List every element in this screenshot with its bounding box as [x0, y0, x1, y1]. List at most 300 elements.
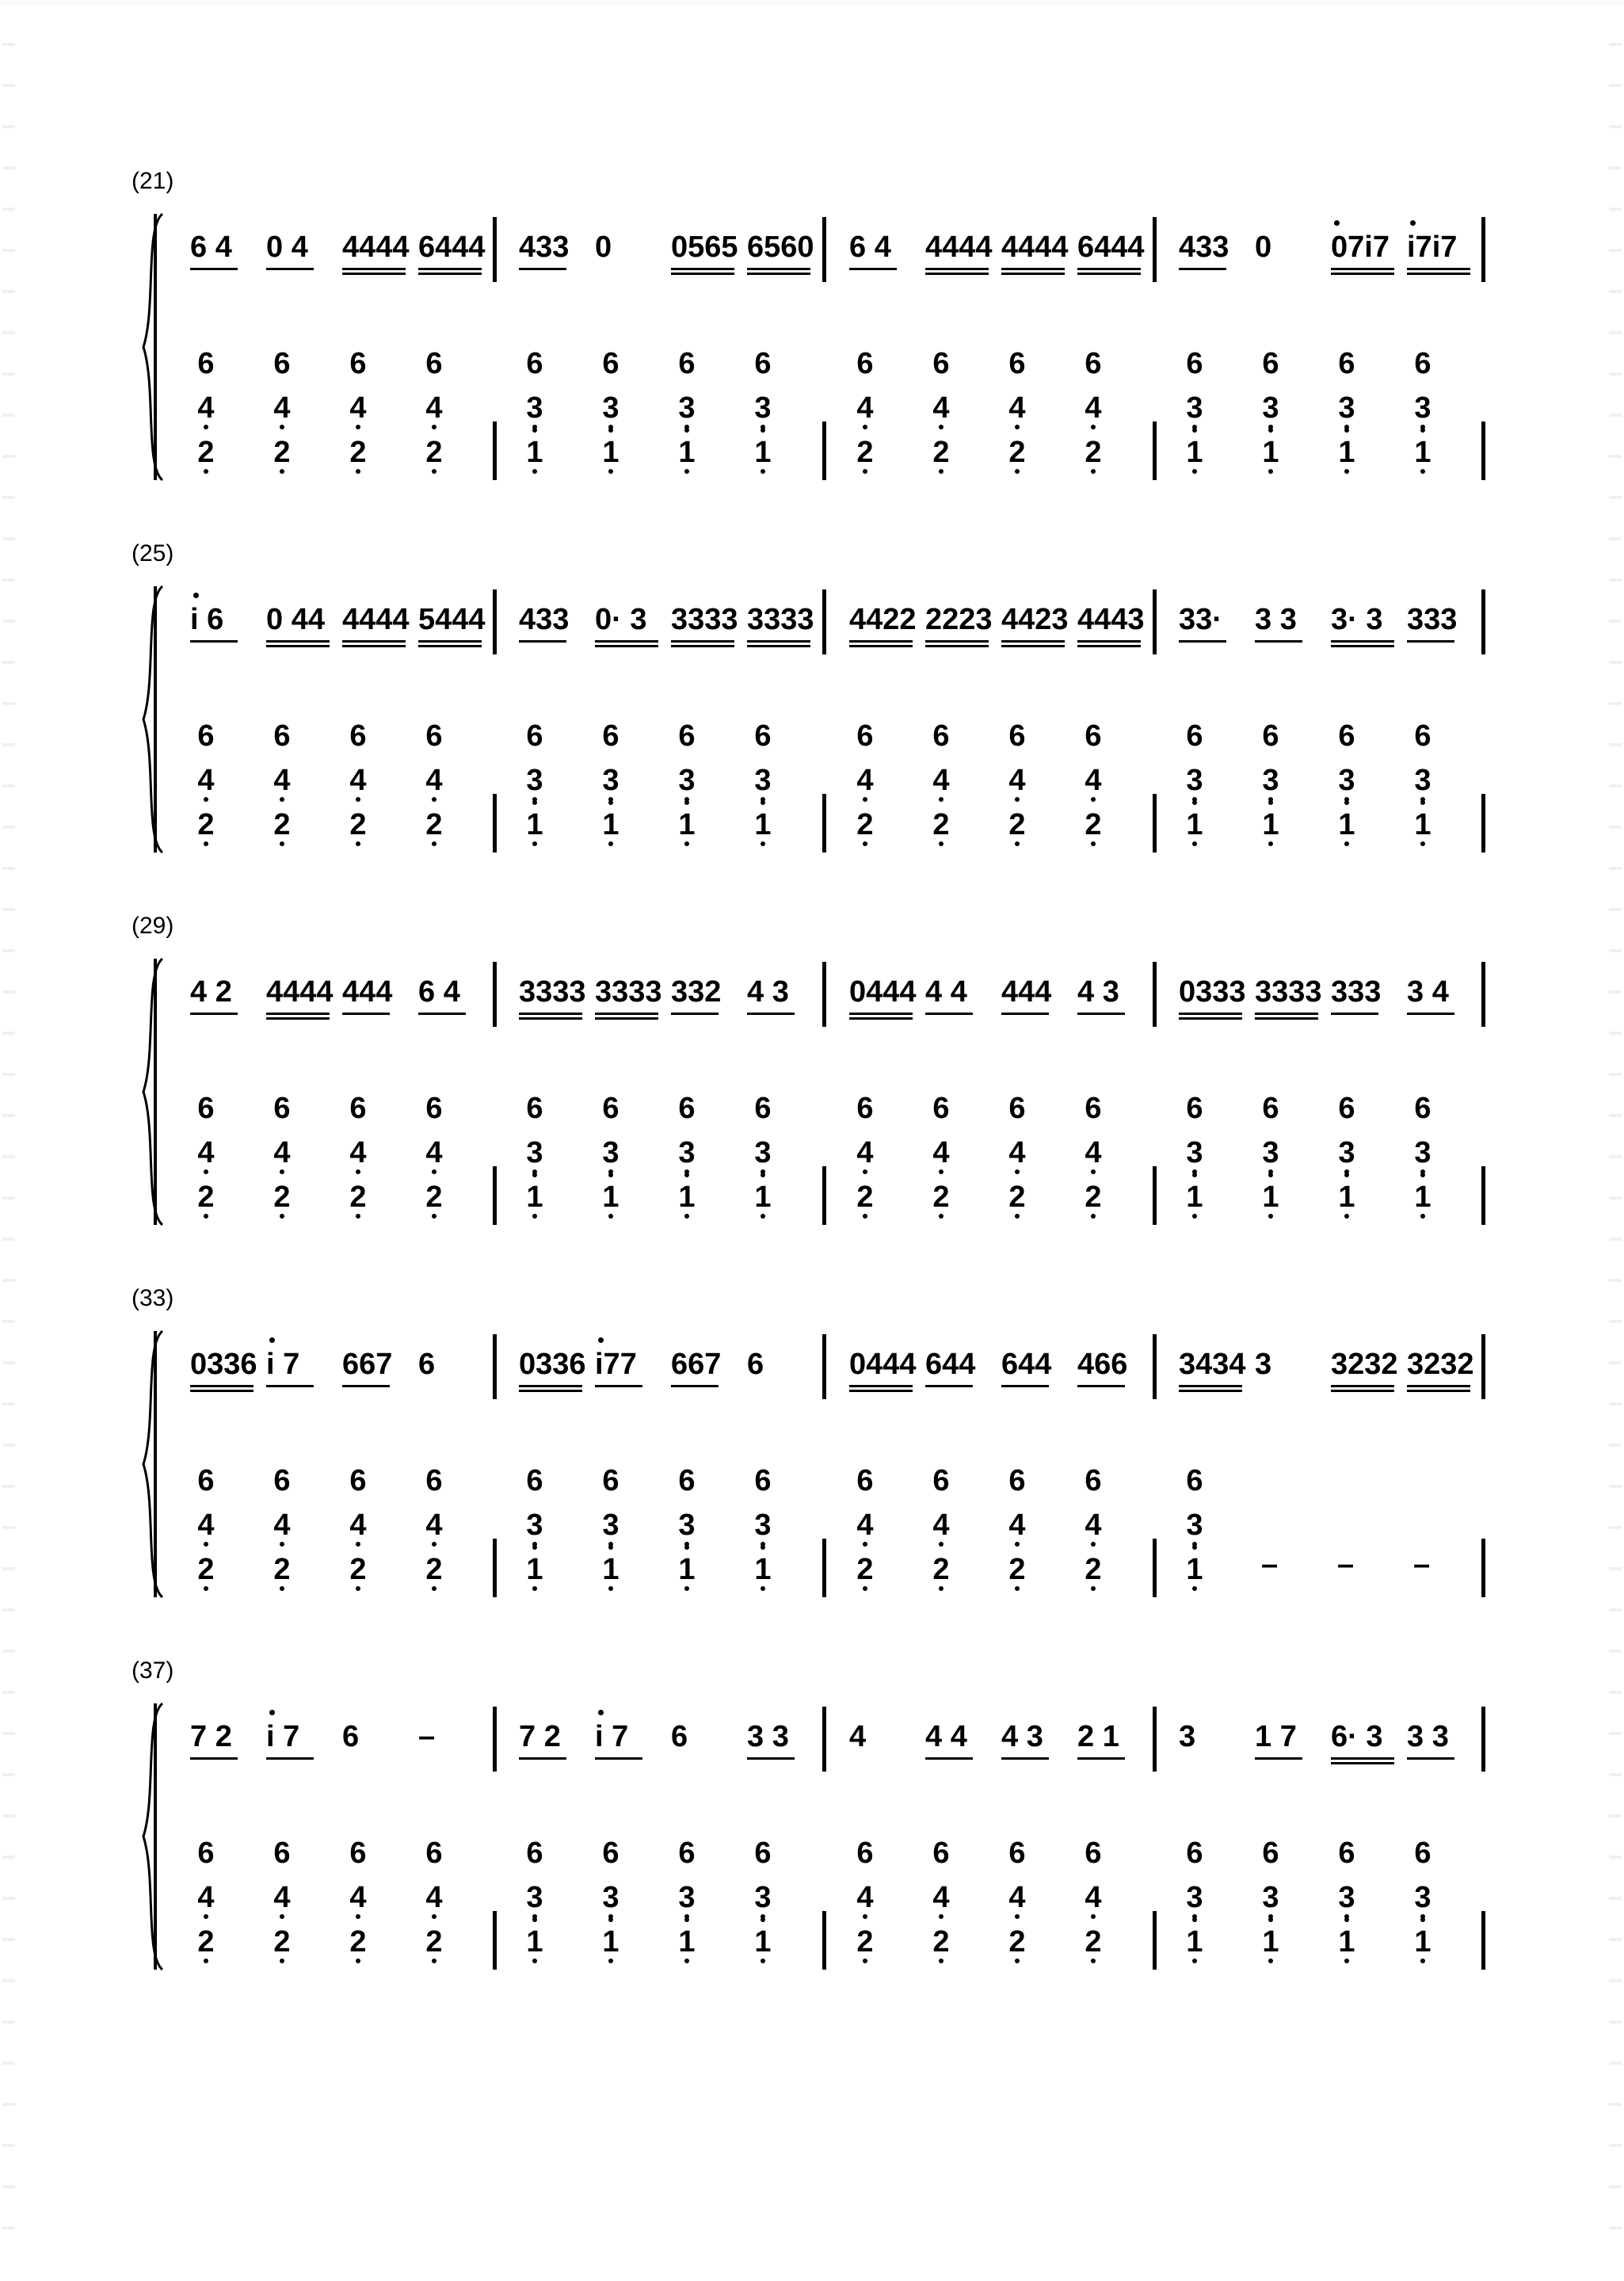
beam-underline [925, 1385, 973, 1387]
chord-note: 1 [1255, 1176, 1287, 1220]
chord-note: 6 [1085, 1837, 1102, 1870]
beam-underline [190, 268, 238, 270]
chord-note: 3 [595, 1504, 627, 1548]
chord-stack [1255, 1087, 1287, 1220]
melody-beat: 0 [1255, 231, 1272, 264]
chord-note: 6 [1186, 719, 1203, 753]
chord-note: 3 [1255, 759, 1287, 803]
chord-note: 3 [1407, 759, 1439, 803]
chord-note: 4 [418, 1131, 450, 1176]
chord-note: 1 [595, 1921, 627, 1965]
chord-note: 2 [1001, 1921, 1033, 1965]
chord-note: 3 [747, 387, 779, 431]
melody-beat: 6 [747, 1348, 764, 1381]
chord-note: 1 [595, 1548, 627, 1593]
melody-beat: 4423 [1001, 603, 1069, 636]
beam-underline [671, 273, 734, 275]
chord-note: 4 [849, 759, 881, 803]
chord-note: 6 [1262, 1092, 1279, 1125]
beam-underline [1077, 645, 1141, 647]
chord-note: 2 [418, 1176, 450, 1220]
chord-note: 4 [1077, 1504, 1109, 1548]
chord-note: 2 [1077, 1548, 1109, 1593]
chord-note: 2 [1077, 803, 1109, 848]
chord-stack [671, 715, 703, 848]
melody-beat: 3333 [595, 975, 662, 1009]
chord-note: 6 [1008, 347, 1026, 380]
chord-note: 4 [925, 387, 957, 431]
chord-note: 3 [1331, 1876, 1363, 1921]
beam-underline [342, 273, 406, 275]
chord-note: 4 [925, 759, 957, 803]
beam-underline [1077, 1757, 1125, 1760]
beam-underline [519, 1017, 582, 1020]
melody-beat: 644 [1001, 1348, 1052, 1381]
chord-note: 2 [1077, 431, 1109, 475]
chord-stack [190, 1832, 222, 1965]
top-strip [0, 0, 1624, 6]
melody-beat: 0 [595, 231, 612, 264]
chord-note: 6 [197, 1837, 215, 1870]
melody-beat: 4444 [1001, 231, 1069, 264]
chord-note: 6 [1414, 1092, 1431, 1125]
melody-beat: 4444 [925, 231, 993, 264]
chord-note: 3 [519, 387, 551, 431]
chord-stack [1077, 1832, 1109, 1965]
chord-note: 6 [754, 1837, 772, 1870]
chord-note: 6 [349, 1092, 367, 1125]
chord-note: 3 [1179, 1131, 1210, 1176]
melody-beat: 3 3 [1255, 603, 1297, 636]
beam-underline [1331, 1385, 1394, 1387]
chord-note: 3 [519, 1131, 551, 1176]
high-octave-dot [598, 1710, 604, 1715]
beam-underline [925, 640, 989, 643]
chord-note: 2 [1077, 1176, 1109, 1220]
chord-note: 6 [1085, 1464, 1102, 1497]
beam-underline [266, 640, 330, 643]
chord-stack [519, 1459, 551, 1593]
chord-stack [595, 342, 627, 475]
chord-note: 2 [1001, 1548, 1033, 1593]
chord-note: 4 [925, 1131, 957, 1176]
beam-underline [747, 273, 810, 275]
melody-beat: 7 2 [190, 1720, 232, 1753]
chord-stack [925, 1832, 957, 1965]
chord-note: 6 [1338, 719, 1355, 753]
chord-stack [1179, 1459, 1210, 1593]
chord-stack [190, 1087, 222, 1220]
chord-note: 1 [1255, 1921, 1287, 1965]
beam-underline [849, 1390, 913, 1392]
chord-stack [1179, 1832, 1210, 1965]
chord-note: 4 [266, 759, 298, 803]
chord-note: 1 [1407, 1176, 1439, 1220]
beam-underline [925, 268, 989, 270]
chord-note: 1 [519, 1921, 551, 1965]
chord-note: 6 [197, 1464, 215, 1497]
chord-note: 4 [1077, 1131, 1109, 1176]
melody-line [0, 601, 1624, 672]
chord-stack [671, 342, 703, 475]
beam-underline [595, 1757, 642, 1760]
beam-underline [747, 1757, 795, 1760]
chord-stack [747, 342, 779, 475]
chord-note: 4 [418, 1504, 450, 1548]
chord-note: 6 [526, 719, 543, 753]
chord-stack [519, 342, 551, 475]
chord-note: 2 [849, 1548, 881, 1593]
beam-underline [266, 1013, 330, 1015]
chord-note: 2 [190, 1548, 222, 1593]
beam-underline [1331, 1013, 1378, 1015]
chord-note: 6 [754, 1464, 772, 1497]
melody-beat: 0· 3 [595, 603, 647, 636]
melody-beat: 5444 [418, 603, 486, 636]
beam-underline [1255, 1013, 1318, 1015]
chord-stack [1407, 715, 1439, 848]
melody-line [0, 973, 1624, 1044]
chord-stack [747, 1459, 779, 1593]
chord-stack [266, 342, 298, 475]
beam-underline [1179, 1017, 1242, 1020]
melody-beat: 6 4 [190, 231, 232, 264]
score-system [0, 540, 1624, 865]
chord-note: 4 [925, 1504, 957, 1548]
melody-beat: 4444 [266, 975, 334, 1009]
chord-stack [1179, 1087, 1210, 1220]
beam-underline [849, 640, 913, 643]
chord-note: 6 [678, 347, 696, 380]
beam-underline [1331, 645, 1394, 647]
beam-underline [342, 1385, 390, 1387]
melody-beat: 3 3 [747, 1720, 789, 1753]
chord-note: 1 [1407, 1921, 1439, 1965]
chord-note: 2 [342, 1921, 374, 1965]
chord-note: 1 [519, 431, 551, 475]
melody-beat: 3 [1255, 1348, 1272, 1381]
melody-beat: 0333 [1179, 975, 1246, 1009]
chord-stack [595, 1832, 627, 1965]
melody-beat: 6444 [1077, 231, 1145, 264]
chord-stack [595, 1087, 627, 1220]
chord-note: 4 [849, 387, 881, 431]
melody-line [0, 1345, 1624, 1417]
melody-beat: 0 44 [266, 603, 325, 636]
chord-note: 4 [342, 1876, 374, 1921]
chord-note: 2 [418, 431, 450, 475]
chord-note: 1 [671, 431, 703, 475]
beam-underline [1407, 268, 1470, 270]
melody-beat: 4422 [849, 603, 917, 636]
chord-note: 6 [856, 1092, 874, 1125]
score-system [0, 168, 1624, 493]
chord-note: 6 [1008, 1837, 1026, 1870]
beam-underline [671, 640, 734, 643]
chord-stack [1001, 1832, 1033, 1965]
chord-note: 6 [526, 347, 543, 380]
chord-stack [266, 1087, 298, 1220]
chord-note: 6 [1338, 347, 1355, 380]
melody-beat: 6 [342, 1720, 360, 1753]
beam-underline [1077, 640, 1141, 643]
chord-note: 3 [1255, 387, 1287, 431]
beam-underline [190, 1757, 238, 1760]
chord-note: 2 [342, 431, 374, 475]
hold-dash: – [1261, 1548, 1279, 1581]
beam-underline [190, 1385, 254, 1387]
chord-note: 1 [1179, 1548, 1210, 1593]
beam-underline [925, 645, 989, 647]
chord-note: 6 [932, 1092, 950, 1125]
beam-underline [519, 268, 566, 270]
chord-stack [1255, 342, 1287, 475]
beam-underline [671, 645, 734, 647]
beam-underline [519, 1385, 582, 1387]
chord-note: 6 [1262, 347, 1279, 380]
site-watermark [1602, 11, 1607, 25]
chord-note: 4 [418, 1876, 450, 1921]
beam-underline [1255, 1757, 1302, 1760]
chord-stack [342, 715, 374, 848]
beam-underline [1179, 1385, 1242, 1387]
chord-note: 2 [266, 1921, 298, 1965]
chord-note: 3 [671, 1876, 703, 1921]
chord-note: 6 [1338, 1837, 1355, 1870]
chord-note: 3 [1331, 1131, 1363, 1176]
chord-note: 6 [273, 347, 291, 380]
beam-underline [266, 1017, 330, 1020]
source-credit [1435, 2238, 1464, 2256]
chord-note: 4 [1001, 1131, 1033, 1176]
chord-note: 3 [595, 387, 627, 431]
chord-note: 6 [349, 1464, 367, 1497]
score-system [0, 1657, 1624, 1982]
beam-underline [849, 1017, 913, 1020]
chord-note: 6 [197, 719, 215, 753]
beam-underline [418, 1013, 466, 1015]
beam-underline [925, 273, 989, 275]
chord-stack [671, 1459, 703, 1593]
chord-note: 2 [418, 1548, 450, 1593]
chord-note: 2 [849, 803, 881, 848]
chord-note: 1 [1331, 1921, 1363, 1965]
chord-stack [1331, 1832, 1363, 1965]
melody-beat: 2223 [925, 603, 993, 636]
chord-note: 4 [266, 1131, 298, 1176]
chord-note: 1 [1179, 1921, 1210, 1965]
chord-note: 1 [519, 803, 551, 848]
beam-underline [1001, 645, 1065, 647]
chord-note: 2 [342, 1548, 374, 1593]
chord-stack [418, 1087, 450, 1220]
beam-underline [671, 268, 734, 270]
beam-underline [266, 645, 330, 647]
beam-underline [1001, 268, 1065, 270]
chord-note: 4 [849, 1131, 881, 1176]
chord-note: 6 [754, 719, 772, 753]
chord-note: 6 [1008, 1464, 1026, 1497]
chord-note: 3 [1179, 387, 1210, 431]
chord-stack [595, 1459, 627, 1593]
chord-note: 1 [671, 1921, 703, 1965]
melody-beat: 4444 [342, 603, 410, 636]
beam-underline [190, 640, 238, 643]
melody-beat: 444 [342, 975, 393, 1009]
chord-note: 4 [418, 387, 450, 431]
chord-note: 3 [1179, 759, 1210, 803]
chord-note: 3 [1179, 1504, 1210, 1548]
chord-note: 6 [932, 1837, 950, 1870]
beam-underline [1331, 268, 1394, 270]
chord-stack [190, 1459, 222, 1593]
chord-note: 6 [602, 1837, 619, 1870]
beam-underline [190, 1013, 238, 1015]
chord-stack [266, 1459, 298, 1593]
chord-note: 3 [671, 759, 703, 803]
chord-note: 1 [1331, 1176, 1363, 1220]
chord-stack [418, 342, 450, 475]
melody-beat: 3232 [1407, 1348, 1474, 1381]
chord-note: 3 [1179, 1876, 1210, 1921]
chord-note: 4 [1001, 759, 1033, 803]
chord-note: 1 [747, 803, 779, 848]
chord-note: 6 [1085, 347, 1102, 380]
chord-stack [418, 1459, 450, 1593]
chord-note: 1 [747, 1548, 779, 1593]
chord-note: 6 [602, 347, 619, 380]
chord-note: 2 [1077, 1921, 1109, 1965]
chord-note: 6 [1414, 347, 1431, 380]
chord-note: 6 [754, 347, 772, 380]
melody-beat: 4 3 [747, 975, 789, 1009]
beam-underline [671, 1385, 719, 1387]
melody-beat: 3· 3 [1331, 603, 1383, 636]
chord-note: 4 [266, 1876, 298, 1921]
chord-stack [747, 1832, 779, 1965]
chord-note: 2 [418, 1921, 450, 1965]
beam-underline [747, 268, 810, 270]
chord-stack [342, 342, 374, 475]
beam-underline [1179, 640, 1226, 643]
chord-stack [925, 342, 957, 475]
chord-note: 3 [519, 1876, 551, 1921]
melody-beat: 0336 [519, 1348, 586, 1381]
chord-note: 1 [1331, 431, 1363, 475]
chord-stack [1179, 715, 1210, 848]
chord-stack [1077, 1087, 1109, 1220]
chord-note: 6 [602, 1464, 619, 1497]
chord-note: 1 [519, 1548, 551, 1593]
beam-underline [266, 1757, 314, 1760]
chord-note: 3 [1331, 387, 1363, 431]
chord-note: 6 [425, 719, 443, 753]
beam-underline [1001, 273, 1065, 275]
melody-beat: 4 4 [925, 1720, 967, 1753]
chord-note: 6 [1085, 719, 1102, 753]
chord-note: 2 [1001, 431, 1033, 475]
high-octave-dot [598, 1337, 604, 1343]
beam-underline [1077, 1013, 1125, 1015]
chord-note: 2 [190, 431, 222, 475]
chord-note: 6 [678, 1837, 696, 1870]
melody-beat: 3 3 [1407, 1720, 1449, 1753]
chord-note: 1 [1331, 803, 1363, 848]
chord-note: 6 [273, 719, 291, 753]
melody-beat: 332 [671, 975, 722, 1009]
chord-note: 6 [425, 1092, 443, 1125]
chord-stack [849, 1832, 881, 1965]
beam-underline [1331, 273, 1394, 275]
melody-beat: 3 [1179, 1720, 1196, 1753]
chord-note: 2 [849, 1176, 881, 1220]
chord-note: 4 [418, 759, 450, 803]
chord-note: 1 [747, 431, 779, 475]
beam-underline [1407, 1013, 1454, 1015]
melody-beat: i 6 [190, 603, 224, 636]
beam-underline [925, 1013, 973, 1015]
chord-note: 6 [425, 1464, 443, 1497]
chord-note: 4 [190, 1876, 222, 1921]
high-octave-dot [269, 1337, 275, 1343]
chord-note: 6 [425, 1837, 443, 1870]
chord-note: 4 [1001, 1504, 1033, 1548]
melody-beat: 4 2 [190, 975, 232, 1009]
chord-note: 1 [671, 1548, 703, 1593]
melody-line [0, 1718, 1624, 1789]
melody-beat: 6 4 [418, 975, 460, 1009]
chord-note: 6 [526, 1837, 543, 1870]
beam-underline [1001, 1757, 1049, 1760]
chord-note: 6 [678, 719, 696, 753]
hold-dash: – [1413, 1548, 1431, 1581]
melody-beat: 433 [1179, 231, 1229, 264]
chord-note: 3 [595, 1876, 627, 1921]
chord-note: 2 [266, 431, 298, 475]
melody-beat: 333 [1331, 975, 1382, 1009]
chord-stack [671, 1087, 703, 1220]
chord-note: 6 [1008, 719, 1026, 753]
chord-note: 6 [526, 1092, 543, 1125]
chord-note: 4 [1077, 759, 1109, 803]
chord-note: 6 [197, 1092, 215, 1125]
melody-beat: 433 [519, 603, 570, 636]
chord-stack [671, 1832, 703, 1965]
chord-note: 2 [925, 431, 957, 475]
chord-note: 6 [526, 1464, 543, 1497]
beam-underline [595, 645, 658, 647]
chord-note: 2 [1001, 803, 1033, 848]
chord-note: 3 [1407, 387, 1439, 431]
chord-accompaniment [0, 342, 1624, 477]
melody-beat: 07i7 [1331, 231, 1390, 264]
chord-note: 6 [273, 1092, 291, 1125]
beam-underline [1001, 1013, 1049, 1015]
chord-note: 6 [1008, 1092, 1026, 1125]
chord-stack [849, 715, 881, 848]
beam-underline [342, 268, 406, 270]
chord-stack [595, 715, 627, 848]
melody-beat: i7i7 [1407, 231, 1458, 264]
melody-beat: 3333 [747, 603, 814, 636]
chord-stack [1255, 1832, 1287, 1965]
beam-underline [418, 268, 482, 270]
melody-beat: 667 [671, 1348, 722, 1381]
beam-underline [1407, 1390, 1470, 1392]
chord-note: 6 [1186, 1092, 1203, 1125]
chord-note: 6 [349, 719, 367, 753]
chord-note: 3 [595, 759, 627, 803]
